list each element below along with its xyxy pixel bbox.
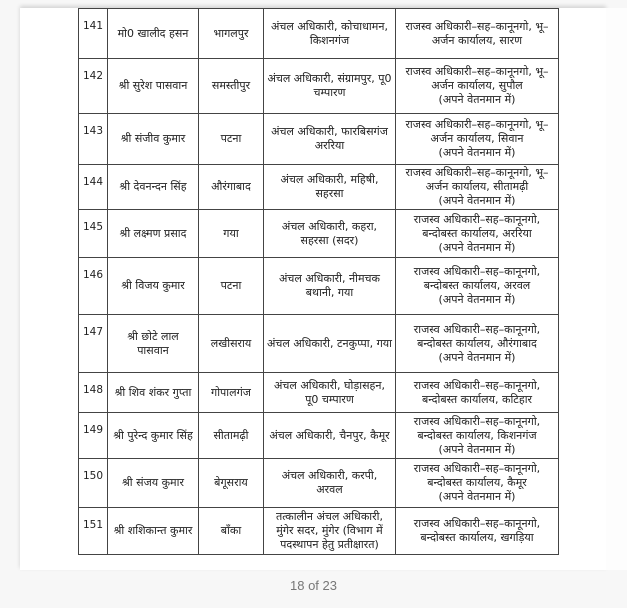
table-row (79, 258, 559, 315)
table-row (79, 459, 559, 508)
current-posting: अंचल अधिकारी, टनकुप्पा, गया (264, 315, 396, 373)
current-posting: अंचल अधिकारी, चैनपुर, कैमूर (264, 413, 396, 459)
new-posting (396, 508, 559, 555)
table-row (79, 114, 559, 165)
officer-name: श्री लक्ष्मण प्रसाद (108, 210, 199, 258)
home-district: समस्तीपुर (199, 59, 264, 114)
serial-number: 149 (79, 413, 108, 459)
table-row (79, 413, 559, 459)
officer-name: श्री पुरेन्द कुमार सिंह (108, 413, 199, 459)
serial-number: 144 (79, 165, 108, 210)
home-district: बेगूसराय (199, 459, 264, 508)
new-posting-text: राजस्व अधिकारी–सह–कानूनगो, भू–अर्जन कार्यालय, सिवान (405, 118, 549, 145)
new-posting-text: राजस्व अधिकारी–सह–कानूनगो, बन्दोबस्त कार्यालय, किशनगंज (413, 414, 541, 442)
home-district: गया (199, 210, 264, 258)
serial-number: 143 (79, 114, 108, 165)
pay-scale-note: (अपने वेतनमान में) (438, 490, 516, 503)
serial-number: 142 (79, 59, 108, 114)
home-district: गोपालगंज (199, 373, 264, 413)
table-row (79, 9, 559, 59)
current-posting: अंचल अधिकारी, करपी, अरवल (264, 459, 396, 508)
new-posting-text: राजस्व अधिकारी–सह–कानूनगो, भू–अर्जन कार्यालय, सीतामढ़ी (405, 166, 549, 193)
new-posting (396, 9, 559, 59)
current-posting: अंचल अधिकारी, फारबिसगंज अररिया (264, 114, 396, 165)
table-row (79, 59, 559, 114)
serial-number: 146 (79, 258, 108, 315)
officer-name: श्री संजीव कुमार (108, 114, 199, 165)
new-posting-text: राजस्व अधिकारी–सह–कानूनगो, भू–अर्जन कार्यालय, सारण (405, 19, 549, 47)
pay-scale-note: (अपने वेतनमान में) (438, 350, 516, 364)
pay-scale-note: (अपने वेतनमान में) (438, 240, 516, 254)
new-posting (396, 258, 559, 315)
current-posting: अंचल अधिकारी, महिषी, सहरसा (264, 165, 396, 210)
new-posting-text: राजस्व अधिकारी–सह–कानूनगो, बन्दोबस्त कार्यालय, अरवल (413, 265, 541, 292)
pay-scale-note: (अपने वेतनमान में) (438, 194, 516, 207)
new-posting (396, 459, 559, 508)
home-district: बाँका (199, 508, 264, 555)
new-posting-text: राजस्व अधिकारी–सह–कानूनगो, बन्दोबस्त कार्यालय, खगड़िया (413, 517, 541, 544)
officer-name: श्री विजय कुमार (108, 258, 199, 315)
officer-name: श्री शिव शंकर गुप्ता (108, 373, 199, 413)
serial-number: 150 (79, 459, 108, 508)
new-posting (396, 114, 559, 165)
table-row (79, 165, 559, 210)
home-district: पटना (199, 114, 264, 165)
current-posting: अंचल अधिकारी, कहरा, सहरसा (सदर) (264, 210, 396, 258)
new-posting-text: राजस्व अधिकारी–सह–कानूनगो, बन्दोबस्त कार्यालय, कटिहार (413, 378, 541, 406)
new-posting (396, 165, 559, 210)
page-indicator: 18 of 23 (290, 578, 337, 593)
pay-scale-note: (अपने वेतनमान में) (438, 293, 516, 306)
table-row (79, 508, 559, 555)
home-district: पटना (199, 258, 264, 315)
current-posting: अंचल अधिकारी, कोचाधामन, किशनगंज (264, 9, 396, 59)
new-posting-text: राजस्व अधिकारी–सह–कानूनगो, भू–अर्जन कार्यालय, सुपौल (405, 65, 549, 92)
home-district: सीतामढ़ी (199, 413, 264, 459)
table-row (79, 373, 559, 413)
current-posting: अंचल अधिकारी, घोड़ासहन, पू0 चम्पारण (264, 373, 396, 413)
serial-number: 151 (79, 508, 108, 555)
transfer-table (78, 8, 559, 555)
officer-name: श्री शशिकान्त कुमार (108, 508, 199, 555)
home-district: लखीसराय (199, 315, 264, 373)
serial-number: 141 (79, 9, 108, 59)
new-posting (396, 373, 559, 413)
pay-scale-note: (अपने वेतनमान में) (438, 93, 516, 106)
next-page-edge (606, 8, 627, 570)
pay-scale-note: (अपने वेतनमान में) (438, 442, 516, 456)
current-posting: तत्कालीन अंचल अधिकारी, मुंगेर सदर, मुंगेर (विभाग में पदस्थापन हेतु प्रतीक्षारत) (264, 508, 396, 555)
officer-name: श्री संजय कुमार (108, 459, 199, 508)
officer-name: श्री छोटे लाल पासवान (108, 315, 199, 373)
new-posting-text: राजस्व अधिकारी–सह–कानूनगो, बन्दोबस्त कार्यालय, अररिया (413, 212, 541, 240)
home-district: भागलपुर (199, 9, 264, 59)
officer-name: श्री सुरेश पासवान (108, 59, 199, 114)
pay-scale-note: (अपने वेतनमान में) (438, 146, 516, 159)
new-posting (396, 210, 559, 258)
new-posting (396, 413, 559, 459)
new-posting-text: राजस्व अधिकारी–सह–कानूनगो, बन्दोबस्त कार्यालय, औरंगाबाद (413, 322, 541, 350)
table-row (79, 210, 559, 258)
serial-number: 145 (79, 210, 108, 258)
officer-name: श्री देवनन्दन सिंह (108, 165, 199, 210)
new-posting (396, 315, 559, 373)
new-posting-text: राजस्व अधिकारी–सह–कानूनगो, बन्दोबस्त कार्यालय, कैमूर (413, 462, 541, 489)
serial-number: 147 (79, 315, 108, 373)
current-posting: अंचल अधिकारी, नीमचक बथानी, गया (264, 258, 396, 315)
serial-number: 148 (79, 373, 108, 413)
home-district: औरंगाबाद (199, 165, 264, 210)
new-posting (396, 59, 559, 114)
document-page (20, 8, 606, 570)
current-posting: अंचल अधिकारी, संग्रामपुर, पू0 चम्पारण (264, 59, 396, 114)
table-row (79, 315, 559, 373)
officer-name: मो0 खालीद हसन (108, 9, 199, 59)
